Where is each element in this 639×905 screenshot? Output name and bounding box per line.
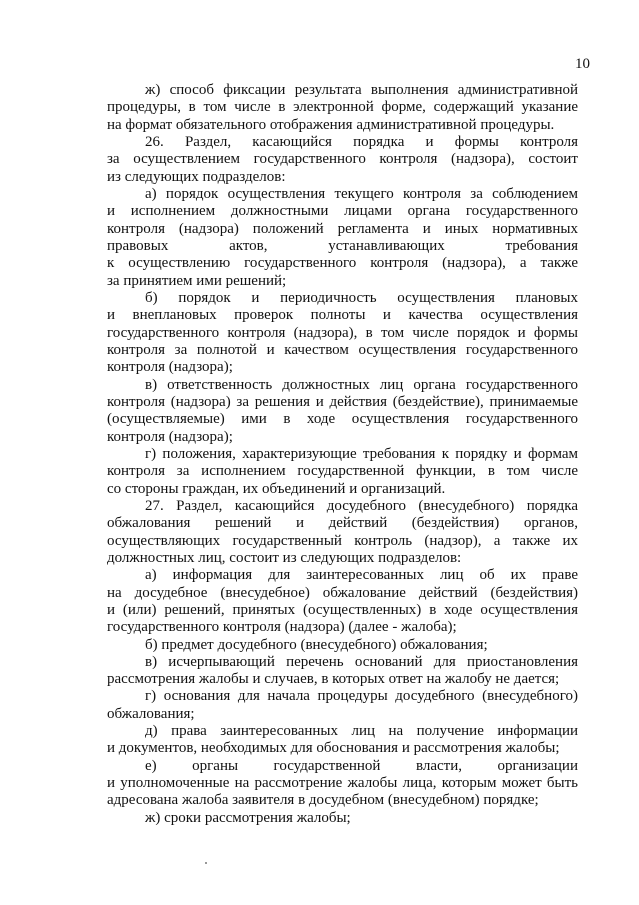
- text-line: г) положения, характеризующие требования к порядку и формам: [145, 445, 578, 462]
- text-line: контроля (надзора) за решения и действия (бездействие), принимаемые: [107, 393, 578, 410]
- text-line: из следующих подразделов:: [107, 168, 286, 185]
- text-line: ж) сроки рассмотрения жалобы;: [145, 809, 351, 826]
- text-line: 26. Раздел, касающийся порядка и формы контроля: [145, 133, 578, 150]
- text-line: контроля (надзора) положений регламента и иных нормативных: [107, 220, 578, 237]
- text-line: г) основания для начала процедуры досудебного (внесудебного): [145, 688, 578, 705]
- text-line: в) ответственность должностных лиц органа государственного: [145, 376, 578, 393]
- text-line: 27. Раздел, касающийся досудебного (внесудебного) порядка: [145, 497, 578, 514]
- text-line: и уполномоченные на рассмотрение жалобы лица, которым может быть: [107, 775, 578, 792]
- text-line: а) информация для заинтересованных лиц об их праве: [145, 567, 578, 584]
- text-line: в) исчерпывающий перечень оснований для приостановления: [145, 653, 578, 670]
- text-line: и внеплановых проверок полноты и качества осуществления: [107, 307, 578, 324]
- text-line: за принятием ими решений;: [107, 272, 287, 289]
- text-line: контроля за исполнением государственной функции, в том числе: [107, 463, 578, 480]
- text-line: рассмотрения жалобы и случаев, в которых ответ на жалобу не дается;: [107, 671, 560, 688]
- text-line: (осуществляемые) ими в ходе осуществления государственного: [107, 411, 578, 428]
- page-number: 10: [575, 56, 590, 72]
- text-line: на досудебное (внесудебное) обжалование действий (бездействия): [107, 584, 578, 601]
- text-line: государственного контроля (надзора) (далее - жалоба);: [107, 619, 457, 636]
- text-line: обжалования решений и действий (бездействия) органов,: [107, 515, 578, 532]
- text-line: д) права заинтересованных лиц на получение информации: [145, 723, 578, 740]
- text-line: правовых актов, устанавливающих требования: [107, 237, 578, 254]
- text-line: со стороны граждан, их объединений и организаций.: [107, 480, 446, 497]
- text-line: на формат обязательного отображения административной процедуры.: [107, 116, 555, 133]
- text-line: контроля (надзора);: [107, 359, 233, 376]
- text-line: должностных лиц, состоит из следующих подразделов:: [107, 549, 462, 566]
- text-line: к осуществлению государственного контроля (надзора), а также: [107, 255, 578, 272]
- text-line: государственного контроля (надзора), в том числе порядок и формы: [107, 324, 578, 341]
- text-line: процедуры, в том числе в электронной форме, содержащий указание: [107, 99, 578, 116]
- text-line: осуществляющих государственный контроль (надзор), а также их: [107, 532, 578, 549]
- text-line: и (или) решений, принятых (осуществленных) в ходе осуществления: [107, 601, 578, 618]
- scan-speck: [205, 862, 207, 864]
- text-line: б) предмет досудебного (внесудебного) обжалования;: [145, 636, 488, 653]
- text-line: обжалования;: [107, 705, 195, 722]
- text-line: за осуществлением государственного контроля (надзора), состоит: [107, 151, 578, 168]
- text-line: ж) способ фиксации результата выполнения административной: [145, 82, 578, 98]
- text-line: контроля за полнотой и качеством осуществления государственного: [107, 341, 578, 358]
- text-line: б) порядок и периодичность осуществления плановых: [145, 289, 578, 306]
- text-line: и исполнением должностными лицами органа государственного: [107, 203, 578, 220]
- text-line: е) органы государственной власти, организации: [145, 757, 578, 774]
- text-line: а) порядок осуществления текущего контроля за соблюдением: [145, 185, 578, 202]
- text-line: и документов, необходимых для обоснования и рассмотрения жалобы;: [107, 740, 560, 757]
- text-line: адресована жалоба заявителя в досудебном (внесудебном) порядке;: [107, 792, 539, 809]
- document-body: [107, 82, 578, 827]
- text-line: контроля (надзора);: [107, 428, 233, 445]
